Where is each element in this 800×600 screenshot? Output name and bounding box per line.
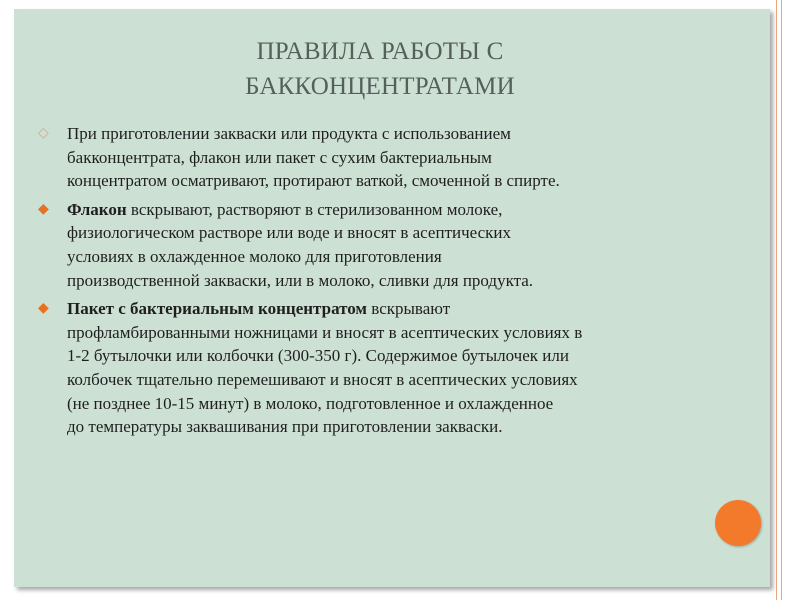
paragraph-1-line-3: концентратом осматривают, протирают ваткой, смоченной в спирте.: [67, 171, 560, 191]
paragraph-3-line-6: до температуры заквашивания при приготовлении закваски.: [67, 417, 503, 437]
accent-line-left: [776, 0, 777, 600]
solid-diamond-bullet-icon: ◆: [38, 201, 49, 217]
accent-line-right: [781, 0, 782, 600]
paragraph-2-bold-lead: Флакон: [67, 199, 127, 219]
paragraph-3-bold-lead: Пакет с бактериальным концентратом: [67, 299, 368, 319]
decorative-orange-circle: [715, 500, 761, 546]
paragraph-3-line-2: профламбированными ножницами и вносят в асептических условиях в: [67, 322, 583, 342]
paragraph-3-line-5: (не позднее 10-15 минут) в молоко, подготовленное и охлажденное: [67, 393, 554, 413]
paragraph-1-line-2: бакконцентрата, флакон или пакет с сухим бактериальным: [67, 147, 492, 167]
paragraph-1-line-1: При приготовлении закваски или продукта с использованием: [67, 124, 511, 143]
paragraph-2-line-3: условиях в охлажденное молоко для приготовления: [67, 246, 442, 266]
title-line-1: ПРАВИЛА РАБОТЫ С: [256, 38, 504, 65]
paragraph-2-first-rest: вскрывают, растворяют в стерилизованном молоке,: [126, 199, 503, 219]
solid-diamond-bullet-icon: ◆: [38, 301, 49, 317]
paragraph-3-line-1: [67, 297, 753, 321]
paragraph-3-line-3: 1-2 бутылочки или колбочки (300-350 г). Содержимое бутылочек или: [67, 346, 569, 366]
paragraph-2-line-4: производственной закваски, или в молоко, сливки для продукта.: [67, 270, 534, 290]
paragraph-3-line-4: колбочек тщательно перемешивают и вносят в асептических условиях: [67, 369, 578, 389]
title-line-2: БАККОНЦЕНТРАТАМИ: [245, 73, 515, 100]
paragraph-2-line-2: физиологическом растворе или воде и вносят в асептических: [67, 223, 512, 243]
bullet-paragraph-2: [38, 198, 753, 292]
paragraph-3-first-rest: вскрывают: [367, 299, 451, 319]
slide-title: [190, 34, 570, 104]
paragraph-2-line-1: [67, 198, 753, 222]
slide-body: [38, 122, 753, 444]
hollow-diamond-bullet-icon: ◇: [38, 126, 49, 141]
bullet-paragraph-3: [38, 297, 753, 439]
bullet-paragraph-1: [38, 122, 753, 193]
